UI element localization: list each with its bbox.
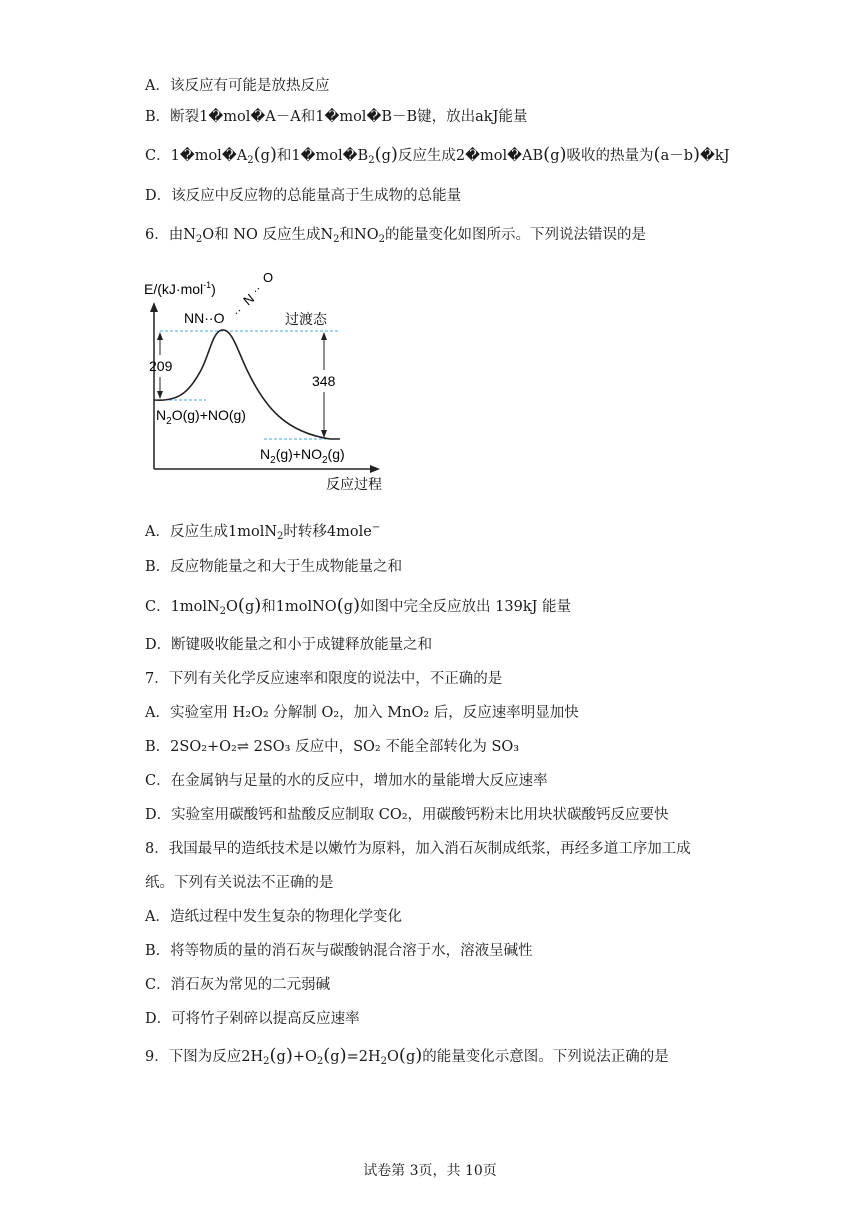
page-footer: 试卷第 3页，共 10页 <box>363 1163 497 1179</box>
ea-value: 209 <box>149 358 173 374</box>
q8-stem-line1: 8．我国最早的造纸技术是以嫩竹为原料，加入消石灰制成纸浆，再经多道工序加工成 <box>145 841 691 857</box>
transition-state-label: 过渡态 <box>285 312 327 328</box>
q7-option-c: C．在金属钠与足量的水的反应中，增加水的量能增大反应速率 <box>145 773 548 789</box>
y-axis-arrow <box>150 302 158 312</box>
q5-option-d: D．该反应中反应物的总能量高于生成物的总能量 <box>145 188 462 204</box>
q8-option-c: C．消石灰为常见的二元弱碱 <box>145 977 331 993</box>
x-axis-label: 反应过程 <box>326 477 382 493</box>
q8-option-b: B．将等物质的量的消石灰与碳酸钠混合溶于水，溶液呈碱性 <box>145 943 533 959</box>
q8-stem-line2: 纸。下列有关说法不正确的是 <box>145 875 334 891</box>
ts-o2: O <box>263 270 274 285</box>
ea-arrow-head-down <box>157 391 163 399</box>
y-axis-label: E/(kJ·mol$^{-1}$) <box>144 280 216 297</box>
q5-option-c: C．$1�mol�A_2(g)$和$1�mol�B_2(g)$反应生成2�mol�AB(g)吸收的热量为(a－b)�kJ <box>145 144 730 166</box>
dh-value: 348 <box>312 373 336 389</box>
q7-option-b: B．2SO₂+O₂⇌ 2SO₃ 反应中，SO₂ 不能全部转化为 SO₃ <box>145 739 520 755</box>
q9-stem: 9．下图为反应$2H_2(g)+O_2(g)=2H_2O(g)$的能量变化示意图。下列说法正确的是 <box>145 1045 669 1067</box>
reactants-label: $N_2O(g)+NO(g)$ <box>156 407 246 427</box>
q6-stem: 6．由$N_2O$和 NO 反应生成$N_2$和$NO_2$的能量变化如图所示。下列说法错误的是 <box>145 227 646 245</box>
x-axis-arrow <box>370 465 380 473</box>
q8-option-d: D．可将竹子剁碎以提高反应速率 <box>145 1011 360 1027</box>
q6-option-a: A．反应生成1molN$_2$时转移4mole− <box>145 522 381 542</box>
ts-dots-3: ·· <box>248 281 265 298</box>
dh-arrow-head-up <box>321 332 327 340</box>
q6-option-c: C．1molN$_2$O(g)和1molNO(g)如图中完全反应放出 139kJ 能量 <box>145 595 572 617</box>
q5-option-a: A．该反应有可能是放热反应 <box>145 78 330 94</box>
q7-option-d: D．实验室用碳酸钙和盐酸反应制取 CO₂，用碳酸钙粉末比用块状碳酸钙反应要快 <box>145 807 669 823</box>
q5-option-b: B．断裂1�mol�A－A和1�mol�B－B键，放出akJ能量 <box>145 109 528 125</box>
q8-option-a: A．造纸过程中发生复杂的物理化学变化 <box>145 909 402 925</box>
q7-stem: 7．下列有关化学反应速率和限度的说法中，不正确的是 <box>145 671 503 687</box>
transition-state-structure: NN··O <box>184 310 225 326</box>
q6-option-b: B．反应物能量之和大于生成物能量之和 <box>145 559 403 575</box>
ea-arrow-head-up <box>157 332 163 340</box>
products-label: $N_2(g)+NO_2(g)$ <box>260 446 345 466</box>
q7-option-a: A．实验室用 H₂O₂ 分解制 O₂，加入 MnO₂ 后，反应速率明显加快 <box>145 705 579 721</box>
q6-option-d: D．断键吸收能量之和小于成键释放能量之和 <box>145 637 433 653</box>
energy-diagram <box>140 262 400 500</box>
ts-dots-2: ·· <box>229 303 246 320</box>
ts-n: N <box>240 290 258 309</box>
